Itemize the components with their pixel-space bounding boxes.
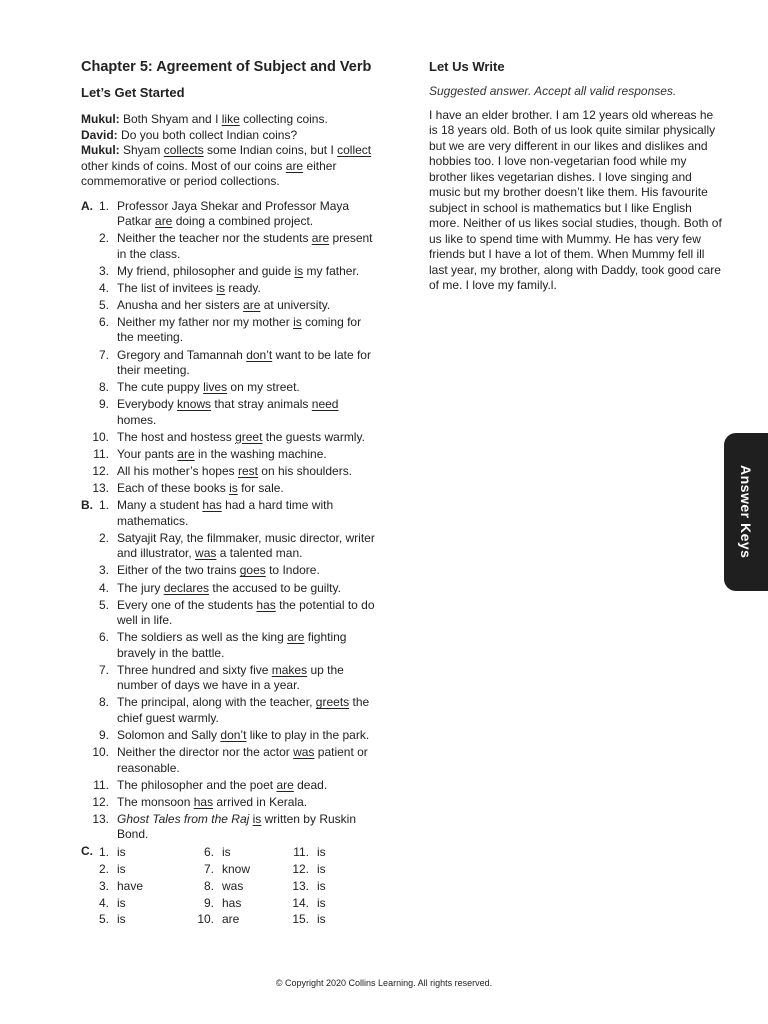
item-number: 9.: [98, 727, 109, 742]
item-number: 8.: [98, 695, 109, 710]
speaker-name: Mukul:: [81, 112, 120, 126]
item-number: 6.: [98, 630, 109, 645]
text-segment: had a hard time with mathematics.: [117, 498, 334, 528]
answer-verb: need: [311, 397, 339, 412]
text-segment: The list of invitees: [117, 280, 217, 295]
text-segment: The principal, along with the teacher,: [117, 695, 316, 710]
item-number: 6.: [98, 314, 109, 329]
answer-cell: [81, 861, 186, 878]
let-us-write-body: I have an elder brother. I am 12 years old whereas he is 18 years old. Both of us look quite similar physically but we are very different in our likes and dislikes and hobbies too. I love non-vegetarian food while my brother likes vegetarian dishes. I love singing and music but my brother doesn’t like them. His favourite subject in school is mathematics but I like English more. Neither of us likes social studies, though. Both of us like to spend time with Mummy. He has very few friends but I have a lot of them. When Mummy fell ill last year, my brother, along with Daddy, took good care of me. I love my family.l.: [429, 107, 722, 292]
text-segment: Your pants: [117, 446, 178, 461]
text-segment: The monsoon: [117, 794, 194, 809]
text-segment: Three hundred and sixty five: [117, 662, 272, 677]
text-segment: Many a student: [117, 498, 203, 513]
text-segment: Professor Jaya Shekar and Professor Maya Patkar: [117, 198, 350, 228]
list-item: [81, 728, 381, 744]
section-a-list: [81, 199, 381, 497]
text-segment: Either of the two trains: [117, 563, 240, 578]
item-number: 7.: [98, 347, 109, 362]
text-segment: either commemorative or period collections.: [81, 158, 337, 188]
answer-verb: collects: [163, 143, 204, 157]
text-segment: Do you both collect Indian coins?: [117, 127, 298, 142]
answer-verb: are: [243, 297, 261, 312]
text-segment: doing a combined project.: [172, 214, 314, 228]
list-item: [81, 397, 381, 428]
answer-cell: [81, 844, 186, 861]
answer-word: is: [317, 845, 326, 860]
answer-cell: [281, 895, 351, 912]
dialogue-line: [81, 128, 381, 144]
answer-verb: don’t: [220, 727, 247, 742]
list-item: [81, 630, 381, 661]
text-segment: other kinds of coins. Most of our coins: [81, 158, 286, 173]
item-number: 10.: [92, 429, 109, 444]
list-item: [81, 531, 381, 562]
list-item: [81, 464, 381, 480]
item-number: 9.: [98, 397, 109, 412]
text-segment: dead.: [293, 777, 328, 792]
text-segment: written by Ruskin Bond.: [117, 811, 356, 842]
answer-cell: [186, 861, 281, 878]
item-number: 6.: [203, 845, 214, 860]
list-item: [81, 563, 381, 579]
item-number: 8.: [203, 878, 214, 893]
answer-cell: [81, 895, 186, 912]
section-a: [81, 199, 381, 497]
text-segment: up the number of days we have in a year.: [117, 662, 344, 693]
text-segment: that stray animals: [211, 397, 312, 412]
answer-verb: are: [311, 231, 330, 246]
answer-verb: are: [276, 777, 294, 792]
answer-word: is: [317, 912, 326, 927]
answer-verb: goes: [239, 563, 266, 578]
answer-word: is: [117, 845, 126, 860]
let-us-write-heading: Let Us Write: [429, 59, 505, 74]
item-number: 5.: [98, 597, 109, 612]
list-item: [81, 695, 381, 726]
dialogue-line: [81, 143, 381, 190]
answer-word: was: [222, 878, 244, 893]
answer-word: is: [117, 895, 126, 910]
answer-word: are: [222, 912, 240, 927]
text-segment: the guests warmly.: [262, 429, 365, 444]
answer-verb: has: [256, 597, 276, 612]
section-b: [81, 498, 381, 843]
text-segment: a talented man.: [216, 546, 303, 561]
answer-verb: rest: [237, 464, 258, 479]
text-segment: The cute puppy: [117, 380, 204, 395]
item-number: 1.: [98, 498, 109, 513]
left-column: [81, 55, 381, 928]
speaker-name: Mukul:: [81, 143, 120, 157]
list-item: [81, 745, 381, 776]
answer-cell: [281, 844, 351, 861]
chapter-title: Chapter 5: Agreement of Subject and Verb: [81, 59, 372, 75]
dialogue: [81, 112, 381, 190]
item-number: 2.: [98, 231, 109, 246]
item-number: 5.: [98, 297, 109, 312]
answer-verb: has: [202, 498, 222, 513]
item-number: 4.: [98, 895, 109, 910]
list-item: [81, 348, 381, 379]
answer-verb: like: [221, 112, 240, 126]
text-segment: in the washing machine.: [194, 446, 327, 461]
section-c-letter: C.: [81, 844, 93, 859]
answer-cell: [81, 878, 186, 895]
text-segment: Satyajit Ray, the filmmaker, music director, writer and illustrator,: [117, 530, 375, 561]
text-segment: the accused to be guilty.: [209, 580, 341, 595]
list-item: [81, 778, 381, 794]
text-segment: Shyam: [119, 143, 164, 157]
answer-word: is: [317, 878, 326, 893]
item-number: 8.: [98, 380, 109, 395]
text-segment: arrived in Kerala.: [213, 794, 308, 809]
copyright-footer: © Copyright 2020 Collins Learning. All rights reserved.: [275, 978, 493, 988]
answer-verb: is: [293, 314, 302, 329]
text-segment: some Indian coins, but I: [203, 143, 338, 157]
answer-cell: [186, 844, 281, 861]
answer-cell: [281, 911, 351, 928]
item-number: 10.: [92, 745, 109, 760]
text-segment: patient or reasonable.: [117, 745, 368, 775]
answer-verb: was: [195, 546, 217, 561]
answer-word: is: [117, 862, 126, 877]
text-segment: the chief guest warmly.: [117, 695, 370, 725]
list-item: [81, 795, 381, 811]
item-number: 1.: [98, 845, 109, 860]
answer-cell: [81, 911, 186, 928]
item-number: 7.: [203, 862, 214, 877]
list-item: [81, 380, 381, 396]
item-number: 14.: [292, 895, 309, 910]
list-item: [81, 231, 381, 262]
answer-word: has: [222, 895, 242, 910]
answer-verb: lives: [203, 380, 228, 395]
list-item: [81, 199, 381, 230]
item-number: 13.: [92, 811, 109, 826]
answer-word: is: [317, 895, 326, 910]
item-number: 11.: [293, 845, 309, 860]
text-segment: Both Shyam and I: [119, 112, 222, 126]
text-segment: Solomon and Sally: [117, 727, 221, 742]
list-item: [81, 447, 381, 463]
answer-verb: are: [287, 630, 305, 645]
answer-cell: [186, 895, 281, 912]
text-segment: Everybody: [117, 397, 178, 412]
list-item: [81, 498, 381, 529]
text-segment: All his mother’s hopes: [117, 464, 238, 479]
item-number: 12.: [92, 794, 109, 809]
answer-word: is: [222, 845, 231, 860]
text-segment: for sale.: [237, 481, 284, 496]
item-number: 11.: [93, 446, 109, 461]
answer-verb: don’t: [246, 347, 273, 362]
item-number: 13.: [292, 878, 309, 893]
answer-verb: are: [177, 446, 195, 461]
answer-verb: is: [294, 263, 304, 278]
text-segment: The host and hostess: [117, 429, 236, 444]
answer-verb: are: [285, 158, 304, 173]
text-segment: homes.: [117, 412, 157, 427]
item-number: 12.: [292, 862, 309, 877]
text-segment: my father.: [303, 263, 360, 278]
text-segment: Neither the teacher nor the students: [117, 231, 312, 246]
text-segment: on his shoulders.: [257, 464, 353, 479]
text-segment: coming for the meeting.: [117, 314, 362, 345]
item-number: 2.: [98, 862, 109, 877]
section-a-letter: A.: [81, 198, 93, 213]
text-segment: at university.: [260, 297, 331, 312]
text-segment: like to play in the park.: [246, 727, 370, 742]
item-number: 3.: [98, 263, 109, 278]
answer-verb: is: [229, 481, 238, 496]
text-segment: want to be late for their meeting.: [117, 347, 371, 378]
list-item: [81, 281, 381, 297]
answer-verb: greet: [235, 429, 263, 444]
list-item: [81, 430, 381, 446]
text-segment: The philosopher and the poet: [117, 777, 277, 792]
list-item: [81, 264, 381, 280]
item-number: 7.: [98, 662, 109, 677]
item-number: 10.: [197, 912, 214, 927]
answer-cell: [186, 878, 281, 895]
lets-get-started-heading: Let’s Get Started: [81, 85, 185, 100]
text-segment: The soldiers as well as the king: [117, 630, 288, 645]
let-us-write-subheading: Suggested answer. Accept all valid responses.: [429, 84, 677, 98]
answer-verb: collect: [337, 143, 372, 157]
answer-word: is: [117, 912, 126, 927]
list-item: [81, 812, 381, 843]
answer-cell: [281, 878, 351, 895]
answer-word: know: [222, 862, 251, 877]
answer-verb: knows: [177, 397, 212, 412]
answer-verb: has: [193, 794, 214, 809]
text-segment: present in the class.: [117, 231, 373, 261]
list-item: [81, 315, 381, 346]
section-b-letter: B.: [81, 498, 93, 513]
item-number: 9.: [203, 895, 214, 910]
list-item: [81, 663, 381, 694]
item-number: 3.: [98, 563, 109, 578]
text-segment: ready.: [225, 280, 261, 295]
text-segment: collecting coins.: [239, 112, 328, 126]
book-title: Ghost Tales from the Raj: [117, 811, 250, 826]
text-segment: to Indore.: [265, 563, 320, 578]
text-segment: Gregory and Tamannah: [117, 347, 247, 362]
dialogue-line: [81, 112, 381, 128]
item-number: 15.: [292, 912, 309, 927]
text-segment: The jury: [117, 580, 164, 595]
answer-verb: is: [252, 811, 262, 826]
answer-word: is: [317, 862, 326, 877]
answer-cell: [281, 861, 351, 878]
answer-verb: is: [216, 280, 226, 295]
item-number: 12.: [92, 464, 109, 479]
item-number: 5.: [98, 912, 109, 927]
answer-verb: declares: [163, 580, 210, 595]
section-c-grid: [81, 844, 381, 928]
answer-keys-tab: [724, 433, 768, 591]
answer-verb: greets: [315, 695, 350, 710]
right-column: [429, 55, 724, 294]
text-segment: the potential to do well in life.: [117, 597, 375, 628]
item-number: 11.: [93, 777, 109, 792]
speaker-name: David:: [81, 127, 118, 142]
list-item: [81, 581, 381, 597]
item-number: 1.: [98, 198, 109, 213]
answer-verb: makes: [271, 662, 308, 677]
answer-keys-label: Answer Keys: [738, 465, 754, 559]
text-segment: fighting bravely in the battle.: [117, 630, 347, 660]
item-number: 3.: [98, 878, 109, 893]
list-item: [81, 298, 381, 314]
section-b-list: [81, 498, 381, 843]
item-number: 13.: [92, 481, 109, 496]
list-item: [81, 481, 381, 497]
text-segment: Anusha and her sisters: [117, 297, 244, 312]
answer-word: have: [117, 878, 144, 893]
text-segment: My friend, philosopher and guide: [117, 263, 295, 278]
item-number: 4.: [98, 580, 109, 595]
text-segment: Neither the director nor the actor: [117, 745, 294, 760]
answer-verb: was: [293, 745, 315, 760]
item-number: 4.: [98, 280, 109, 295]
list-item: [81, 598, 381, 629]
answer-verb: are: [155, 214, 173, 228]
item-number: 2.: [98, 530, 109, 545]
text-segment: Each of these books: [117, 481, 230, 496]
text-segment: on my street.: [227, 380, 300, 395]
text-segment: Neither my father nor my mother: [117, 314, 294, 329]
answer-cell: [186, 911, 281, 928]
section-c: [81, 844, 381, 928]
text-segment: Every one of the students: [117, 597, 257, 612]
